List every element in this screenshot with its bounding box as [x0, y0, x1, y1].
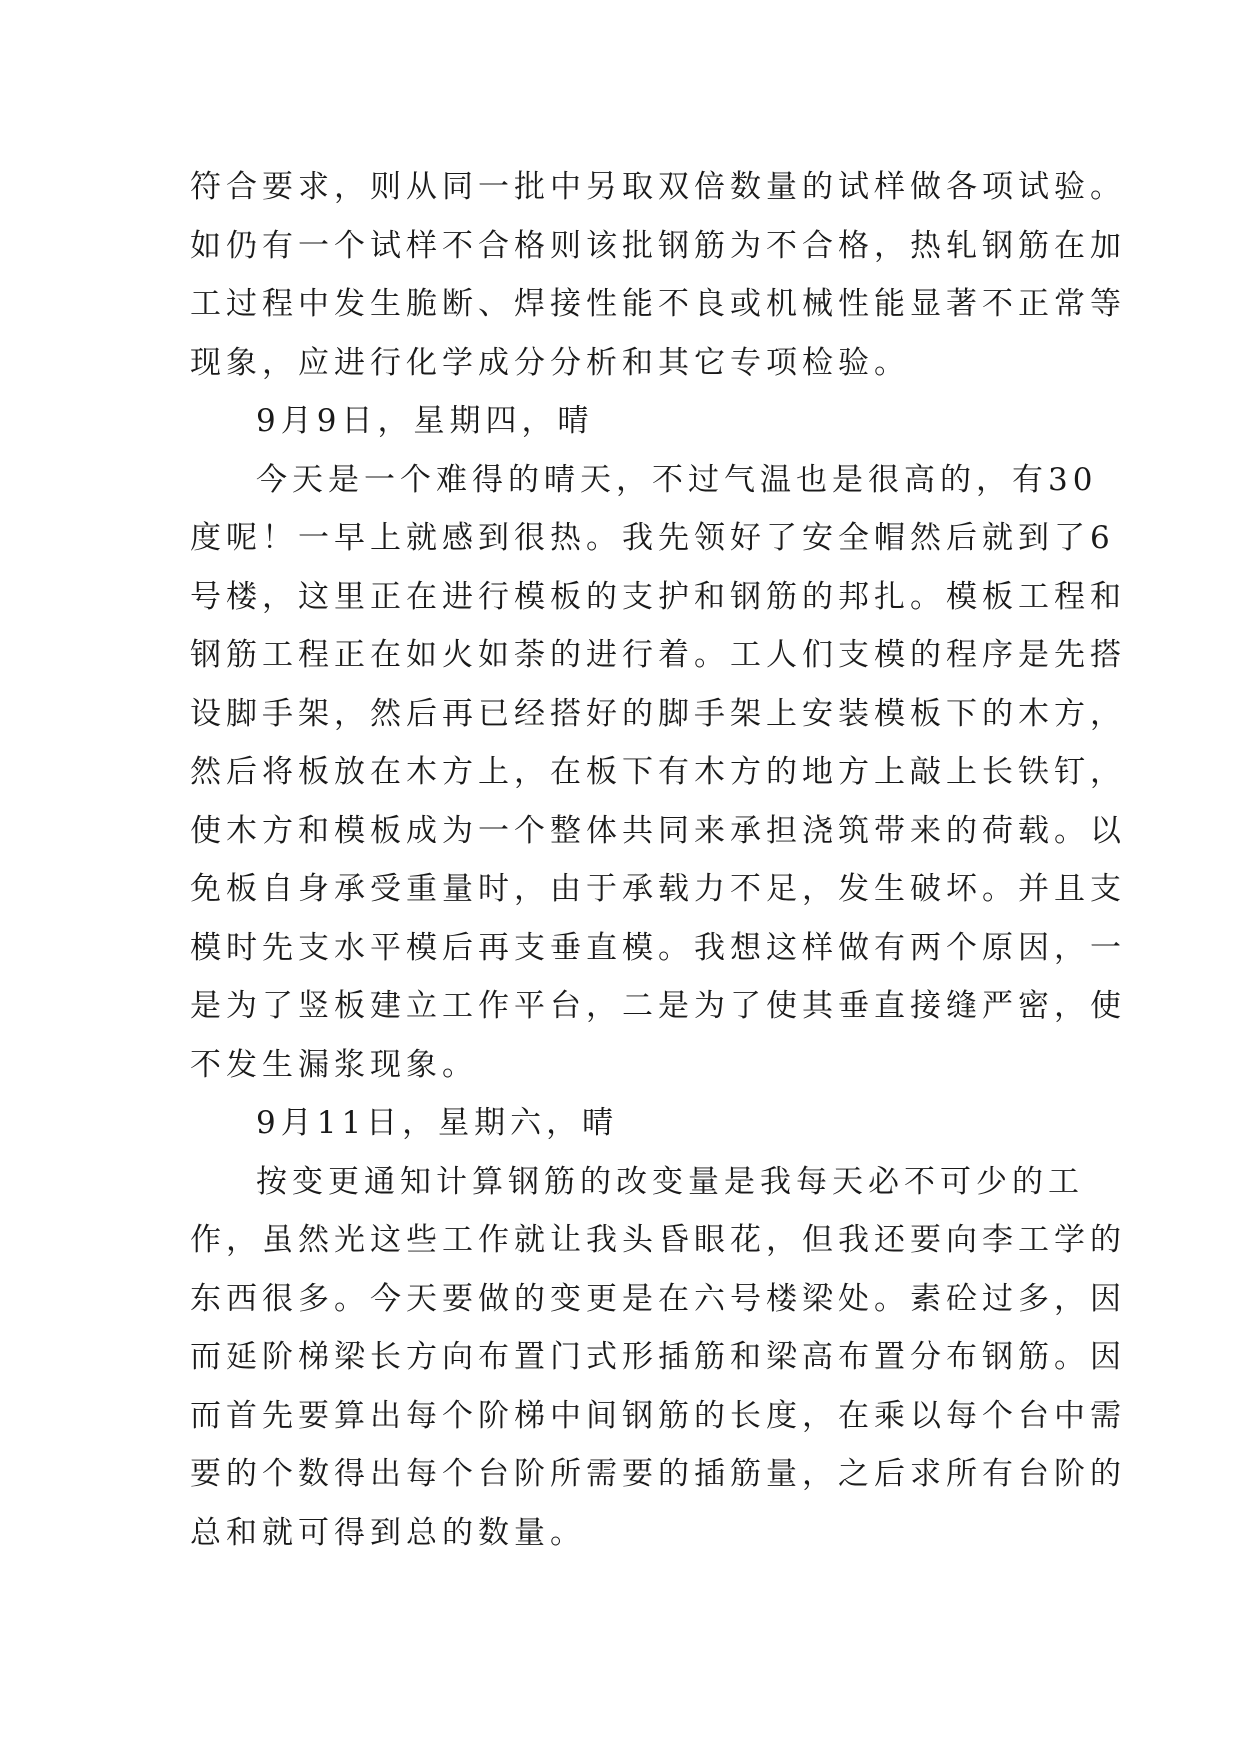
text-line: 9月9日，星期四，晴: [256, 403, 594, 439]
text-line: 号楼，这里正在进行模板的支护和钢筋的邦扎。模板工程和: [190, 578, 1126, 615]
text-line: 度呢！一早上就感到很热。我先领好了安全帽然后就到了6: [190, 520, 1115, 556]
text-line: 9月11日，星期六，晴: [256, 1105, 619, 1141]
text-line: 如仍有一个试样不合格则该批钢筋为不合格，热轧钢筋在加: [190, 227, 1126, 264]
text-line: 免板自身承受重量时，由于承载力不足，发生破坏。并且支: [190, 871, 1126, 907]
text-line: 要的个数得出每个台阶所需要的插筋量，之后求所有台阶的: [190, 1456, 1126, 1492]
text-line: 总和就可得到总的数量。: [190, 1514, 586, 1551]
text-line: 而延阶梯梁长方向布置门式形插筋和梁高布置分布钢筋。因: [190, 1339, 1126, 1375]
text-line: 然后将板放在木方上，在板下有木方的地方上敲上长铁钉，: [190, 754, 1126, 790]
text-line: 今天是一个难得的晴天，不过气温也是很高的，有30: [256, 461, 1098, 498]
document-body: [190, 158, 1126, 1562]
text-line: 钢筋工程正在如火如荼的进行着。工人们支模的程序是先搭: [190, 637, 1126, 673]
text-line: 符合要求，则从同一批中另取双倍数量的试样做各项试验。: [190, 169, 1126, 205]
text-line: 作，虽然光这些工作就让我头昏眼花，但我还要向李工学的: [190, 1222, 1126, 1258]
text-line: 而首先要算出每个阶梯中间钢筋的长度，在乘以每个台中需: [190, 1397, 1126, 1434]
text-line: 不发生漏浆现象。: [190, 1046, 478, 1083]
text-line: 工过程中发生脆断、焊接性能不良或机械性能显著不正常等: [190, 286, 1126, 322]
text-line: 东西很多。今天要做的变更是在六号楼梁处。素砼过多，因: [190, 1280, 1126, 1317]
text-line: 是为了竖板建立工作平台，二是为了使其垂直接缝严密，使: [190, 988, 1126, 1024]
text-line: 按变更通知计算钢筋的改变量是我每天必不可少的工: [256, 1163, 1084, 1200]
text-line: 现象，应进行化学成分分析和其它专项检验。: [190, 344, 910, 381]
text-line: 模时先支水平模后再支垂直模。我想这样做有两个原因，一: [190, 929, 1126, 966]
text-line: 设脚手架，然后再已经搭好的脚手架上安装模板下的木方，: [190, 695, 1126, 732]
text-line: 使木方和模板成为一个整体共同来承担浇筑带来的荷载。以: [190, 812, 1126, 849]
